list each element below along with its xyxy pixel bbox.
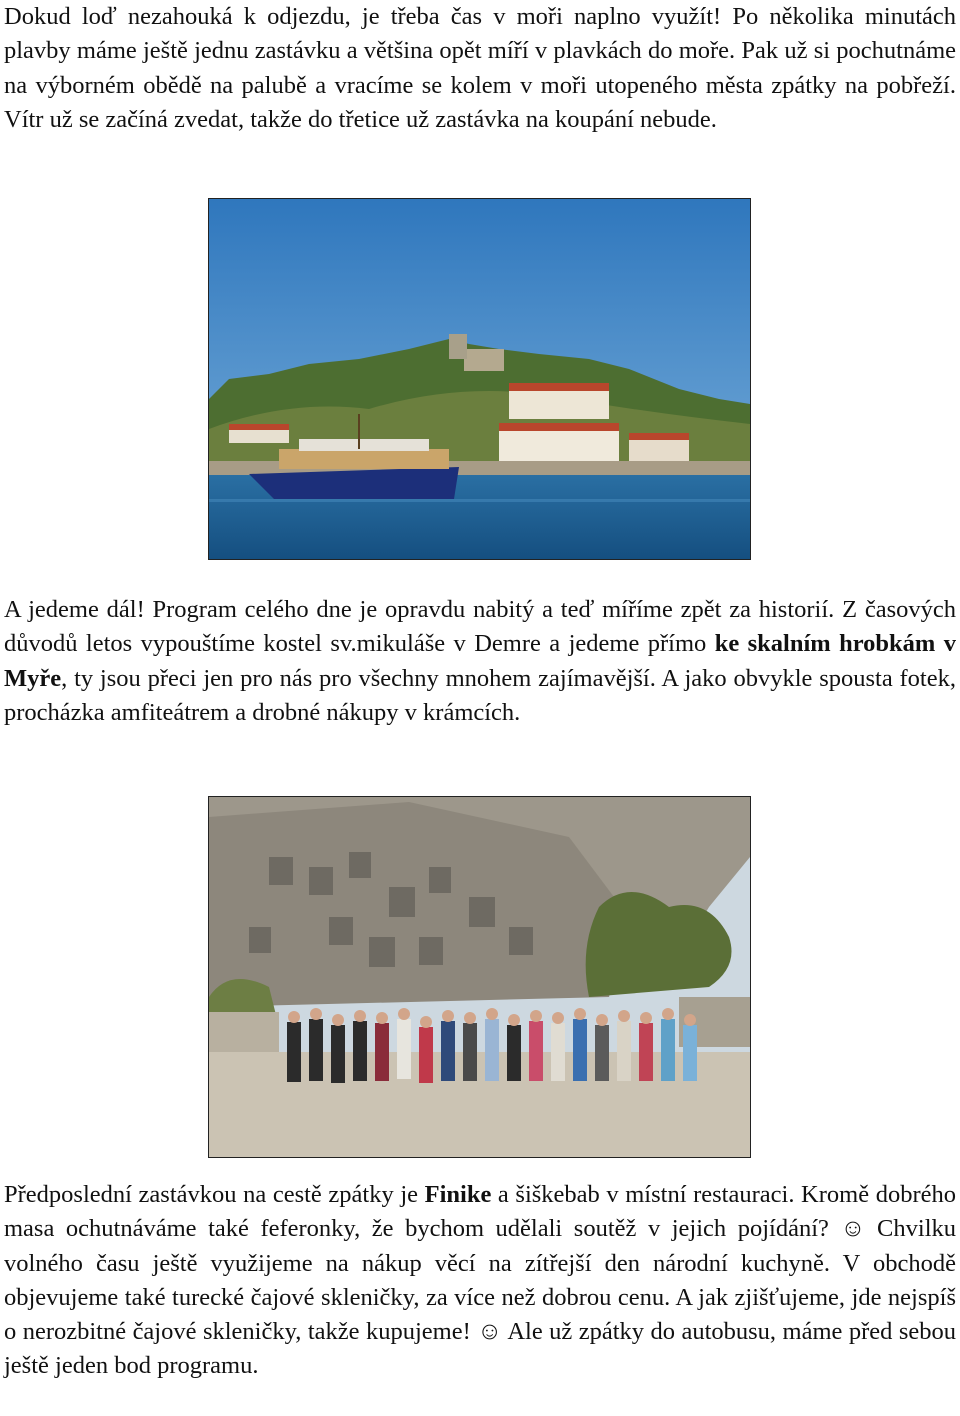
paragraph-3-part1: Předposlední zastávkou na cestě zpátky je	[4, 1181, 425, 1208]
paragraph-3	[4, 1178, 956, 1384]
paragraph-3-part2: a šiškebab v místní restauraci. Kromě dobrého masa ochutnáváme také feferonky, že bychom udělali soutěž v jejich pojídání? ☺ Chvilku volného času ještě využijeme na nákup věcí na zítřejší den národní kuchyně. V obchodě objevujeme také turecké čajové skleničky, za více než dobrou cenu. A jak zjišťujeme, jde nejspíš o nerozbitné čajové skleničky, takže kupujeme! ☺ Ale už zpátky do autobusu, máme před sebou ještě jeden bod programu.	[4, 1181, 956, 1380]
paragraph-1	[4, 0, 956, 137]
paragraph-2	[4, 593, 956, 730]
paragraph-3-bold: Finike	[424, 1181, 492, 1208]
photo-myra-tombs-group	[208, 796, 751, 1158]
photo-kekova-village	[208, 198, 751, 560]
paragraph-2-part2: , ty jsou přeci jen pro nás pro všechny mnohem zajímavější. A jako obvykle spousta fotek, procházka amfiteátrem a drobné nákupy v krámcích.	[4, 664, 956, 726]
paragraph-1-text: Dokud loď nezahouká k odjezdu, je třeba čas v moři naplno využít! Po několika minutách plavby máme ještě jednu zastávku a většina opět míří v plavkách do moře. Pak už si pochutnáme na výborném obědě na palubě a vracíme se kolem v moři utopeného města zpátky na pobřeží. Vítr už se začíná zvedat, takže do třetice už zastávka na koupání nebude.	[4, 3, 956, 133]
paragraph-2-bold: ke skalním hrobkám v Myře	[4, 630, 957, 692]
paragraph-2-part1: A jedeme dál! Program celého dne je opravdu nabitý a teď míříme zpět za historií. Z časových důvodů letos vypouštíme kostel sv.mikuláše v Demre a jedeme přímo	[4, 596, 956, 658]
